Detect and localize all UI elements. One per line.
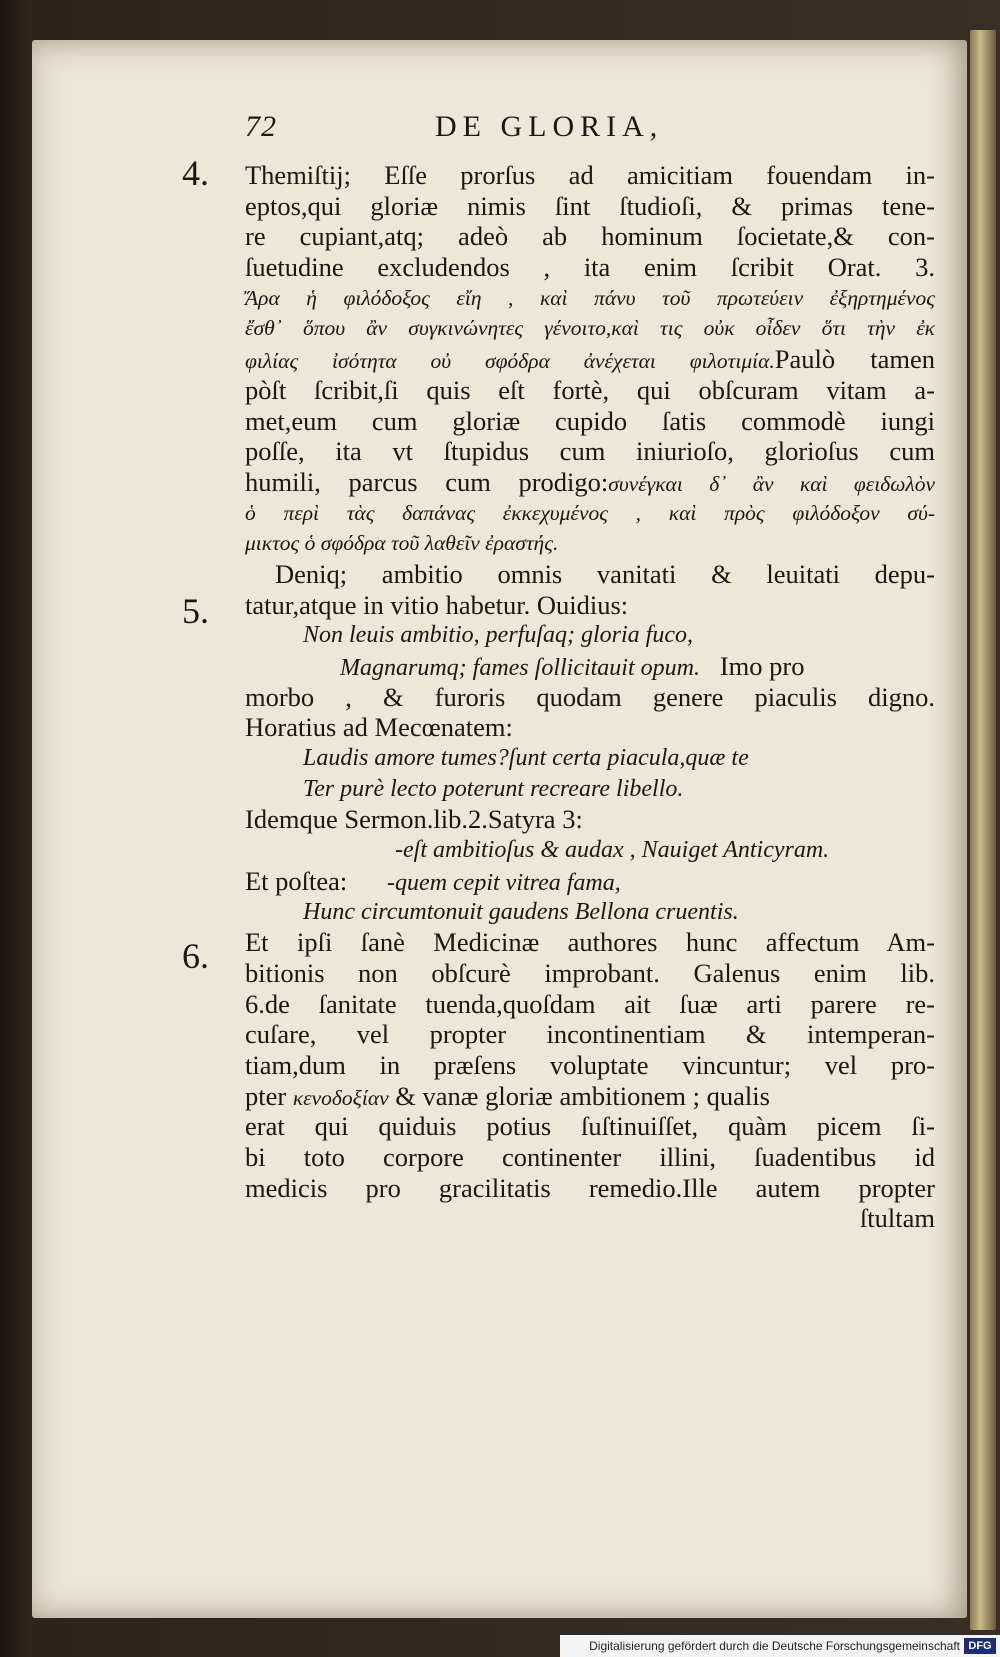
greek-fragment: κενοδοξίαν [292, 1085, 389, 1110]
verse-line: Ter purè lecto poterunt recreare libello. [303, 775, 684, 802]
margin-number-6: 6. [182, 936, 209, 976]
greek-fragment: συνέγκαι δ᾽ ἂν καὶ φειδωλὸν [608, 471, 935, 496]
verse-line: Non leuis ambitio, perfuſaq; gloria fuco, [303, 622, 693, 649]
margin-number-4: 4. [182, 153, 209, 193]
text-line: cuſare, vel propter incontinentiam & intemperan- [245, 1019, 935, 1050]
text-line: tiam,dum in præſens voluptate vincuntur; vel pro- [245, 1049, 935, 1080]
page-edge [970, 30, 996, 1630]
verse-line: Laudis amore tumes?ſunt certa piacula,quæ te [303, 745, 749, 772]
text-line: morbo , & furoris quodam genere piaculis digno. [245, 681, 935, 712]
text-line: ſuetudine excludendos , ita enim ſcribit Orat. 3. [245, 252, 935, 283]
text-line: bitionis non obſcurè improbant. Galenus enim lib. [245, 957, 935, 988]
text-line: poſſe, ita vt ſtupidus cum iniurioſo, glorioſus cum [245, 436, 935, 467]
verse-fragment: -quem cepit vitrea fama, [387, 869, 621, 896]
latin-fragment: Imo pro [719, 651, 805, 681]
latin-fragment: humili, parcus cum prodigo: [245, 466, 609, 497]
page-text [245, 110, 935, 1234]
text-line: bi toto corpore continenter illini, ſuadentibus id [245, 1142, 935, 1172]
dfg-logo: DFG [964, 1638, 996, 1654]
text-line: pòſt ſcribit,ſi quis eſt fortè, qui obſcuram vitam a- [245, 374, 935, 405]
text-line: Idemque Sermon.lib.2.Satyra 3: [245, 804, 583, 835]
greek-fragment: φιλίας ἰσότητα οὐ σφόδρα ἀνέχεται φιλοτιμία. [245, 349, 775, 374]
page-number: 72 [245, 110, 277, 143]
text-line: tatur,atque in vitio habetur. Ouidius: [245, 589, 629, 620]
text-line: Horatius ad Mecœnatem: [245, 712, 513, 743]
text-line: Themiſtij; Eſſe prorſus ad amicitiam fouendam in- [245, 160, 935, 190]
latin-fragment: Paulò tamen [774, 344, 935, 375]
verse-line: Hunc circumtonuit gaudens Bellona cruentis. [303, 898, 739, 925]
verse-line [245, 651, 935, 682]
text-line: Et ipſi ſanè Medicinæ authores hunc affectum Am- [245, 927, 935, 958]
latin-fragment: Et poſtea: [245, 865, 348, 896]
text-line [245, 467, 935, 498]
greek-line: Ἄρα ἡ φιλόδοξος εἴη , καὶ πάνυ τοῦ πρωτεύειν ἐξηρτημένος [245, 285, 935, 310]
text-line: met,eum cum gloriæ cupido ſatis commodè iungi [245, 405, 935, 436]
running-header [245, 110, 935, 160]
digitization-credit: Digitalisierung gefördert durch die Deutsche Forschungsgemeinschaft [560, 1635, 1000, 1657]
verse-line: -eſt ambitioſus & audax , Nauiget Anticyram. [395, 837, 830, 864]
text-line: 6.de ſanitate tuenda,quoſdam ait ſuæ arti parere re- [245, 988, 935, 1019]
verse-fragment: Magnarumq; fames ſollicitauit opum. [340, 655, 700, 681]
greek-line: ἔσθ᾽ ὅπου ἂν συγκινώνητες γένοιτο,καὶ τις οὐκ οἶδεν ὅτι τὴν ἐκ [245, 316, 935, 341]
text-line [245, 1081, 935, 1112]
latin-fragment: & vanæ gloriæ ambitionem ; qualis [395, 1080, 770, 1111]
text-line: Deniq; ambitio omnis vanitati & leuitati depu- [275, 558, 935, 589]
margin-number-5: 5. [182, 591, 209, 631]
text-line: eptos,qui gloriæ nimis ſint ſtudioſi, & primas tene- [245, 190, 935, 221]
text-line: medicis pro gracilitatis remedio.Ille autem propter [245, 1172, 935, 1203]
greek-line: ὁ περὶ τὰς δαπάνας ἐκκεχυμένος , καὶ πρὸς φιλόδοξον σύ- [245, 500, 935, 525]
latin-fragment: pter [245, 1080, 287, 1111]
text-line [245, 866, 935, 897]
text-line [245, 344, 935, 375]
running-head: DE GLORIA, [435, 110, 664, 143]
text-line: erat qui quiduis potius ſuſtinuiſſet, quàm picem ſi- [245, 1111, 935, 1142]
text-line: re cupiant,atq; adeò ab hominum ſocietate,& con- [245, 221, 935, 252]
catchword: ſtultam [859, 1203, 935, 1234]
greek-line: μικτος ὁ σφόδρα τοῦ λαθεῖν ἐραστής. [245, 531, 559, 556]
